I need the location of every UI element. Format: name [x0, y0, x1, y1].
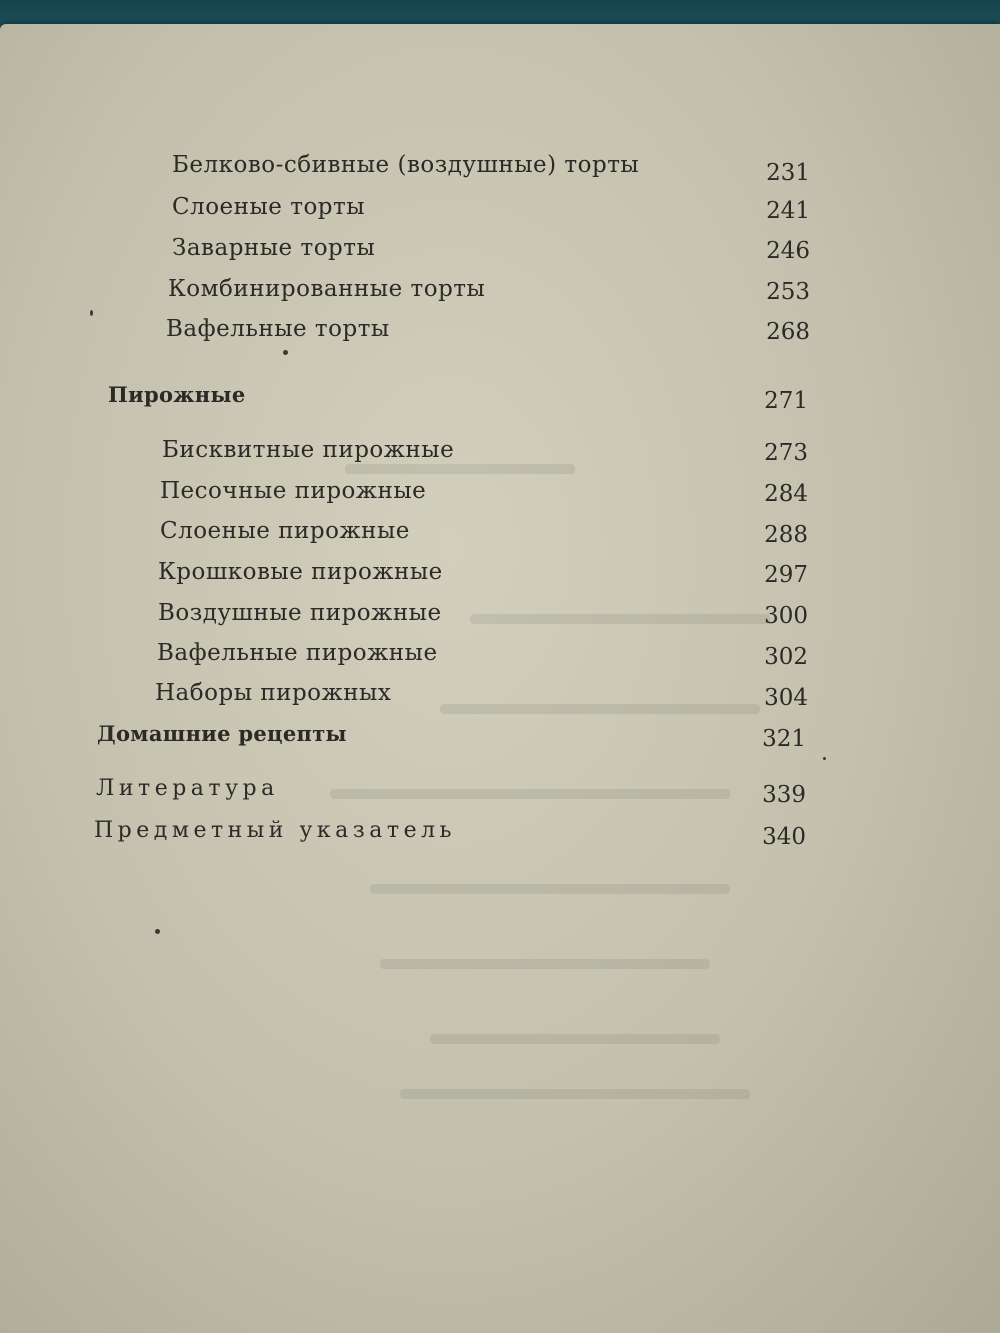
toc-page-number: 321	[762, 726, 806, 752]
toc-page-number: 246	[766, 238, 810, 264]
toc-entry-title: Крошковые пирожные	[158, 559, 443, 585]
toc-entry-title: Бисквитные пирожные	[162, 437, 455, 463]
bleed-through	[370, 884, 730, 894]
paper-speck	[283, 350, 288, 355]
toc-entry-title: Вафельные торты	[166, 316, 390, 342]
toc-page-number: 231	[766, 160, 810, 186]
toc-page-number: 241	[766, 198, 810, 224]
bleed-through	[470, 614, 770, 624]
toc-entry-title: Слоеные торты	[172, 194, 366, 220]
paper-speck	[823, 757, 826, 760]
toc-page-number: 297	[764, 562, 808, 588]
toc-entry-title: Вафельные пирожные	[157, 640, 438, 666]
toc-entry-title: Наборы пирожных	[155, 680, 392, 706]
toc-entry-title: Белково-сбивные (воздушные) торты	[172, 152, 640, 178]
toc-page-number: 304	[764, 685, 808, 711]
toc-page-number: 339	[762, 782, 806, 808]
bleed-through	[380, 959, 710, 969]
toc-section-title: Пирожные	[108, 382, 246, 407]
toc-page-number: 271	[764, 388, 808, 414]
toc-entry-title: Слоеные пирожные	[160, 518, 410, 544]
paper-speck	[90, 310, 93, 316]
toc-page-number: 288	[764, 522, 808, 548]
paper-speck	[155, 929, 160, 934]
bleed-through	[330, 789, 730, 799]
toc-entry-title: Песочные пирожные	[160, 478, 427, 504]
toc-page-number: 253	[766, 279, 810, 305]
book-page	[0, 24, 1000, 1333]
toc-page-number: 273	[764, 440, 808, 466]
toc-section-title: Домашние рецепты	[97, 721, 347, 746]
toc-entry-title: Комбинированные торты	[168, 276, 486, 302]
toc-entry-title: Литература	[96, 776, 279, 801]
bleed-through	[440, 704, 760, 714]
toc-page-number: 268	[766, 319, 810, 345]
toc-page-number: 340	[762, 824, 806, 850]
bleed-through	[345, 464, 575, 474]
toc-entry-title: Предметный указатель	[94, 818, 457, 843]
toc-page-number: 284	[764, 481, 808, 507]
toc-entry-title: Заварные торты	[172, 235, 376, 261]
bleed-through	[430, 1034, 720, 1044]
bleed-through	[400, 1089, 750, 1099]
toc-page-number: 300	[764, 603, 808, 629]
toc-entry-title: Воздушные пирожные	[158, 600, 442, 626]
toc-page-number: 302	[764, 644, 808, 670]
